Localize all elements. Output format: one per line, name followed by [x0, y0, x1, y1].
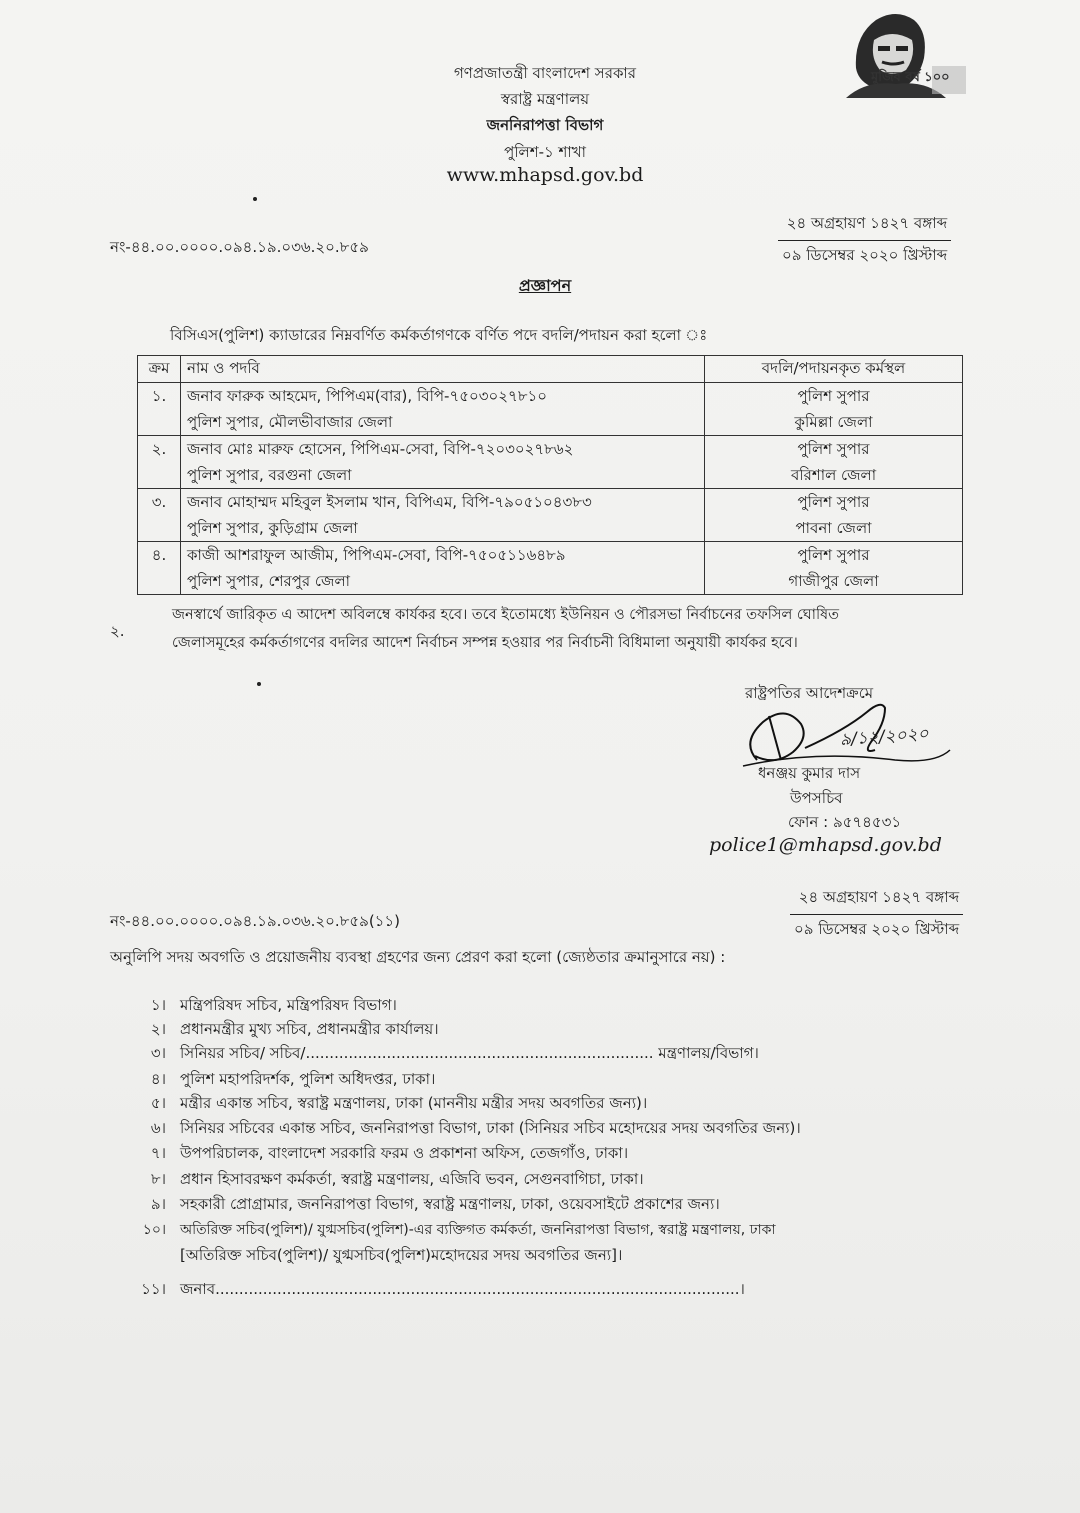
- officer-post: পুলিশ সুপার, শেরপুর জেলা: [187, 572, 350, 590]
- row-serial: ৩.: [138, 489, 181, 542]
- row-place: [705, 436, 963, 489]
- header-ministry: স্বরাষ্ট্র মন্ত্রণালয়: [500, 90, 590, 108]
- table-row: [138, 542, 963, 595]
- list-text: পুলিশ মহাপরিদর্শক, পুলিশ অধিদপ্তর, ঢাকা।: [180, 1070, 436, 1088]
- list-text: প্রধানমন্ত্রীর মুখ্য সচিব, প্রধানমন্ত্রীর কার্যালয়।: [180, 1020, 439, 1038]
- officer-name: কাজী আশরাফুল আজীম, পিপিএম-সেবা, বিপি-৭৫০৫১১৬৪৮৯: [187, 546, 566, 564]
- date-english-2: ০৯ ডিসেম্বর ২০২০ খ্রিস্টাব্দ: [794, 920, 960, 938]
- signatory-name: ধনঞ্জয় কুমার দাস: [758, 764, 861, 782]
- list-number: ১০।: [142, 1222, 166, 1238]
- list-text: মন্ত্রীর একান্ত সচিব, স্বরাষ্ট্র মন্ত্রণালয়, ঢাকা (মাননীয় মন্ত্রীর সদয় অবগতির জন্য)।: [180, 1094, 648, 1112]
- row-officer: [181, 436, 705, 489]
- list-text: সহকারী প্রোগ্রামার, জননিরাপত্তা বিভাগ, স্বরাষ্ট্র মন্ত্রণালয়, ঢাকা, ওয়েবসাইটে প্রকাশের জন্য।: [180, 1195, 720, 1213]
- table-row: [138, 436, 963, 489]
- row-place: [705, 542, 963, 595]
- officer-post: পুলিশ সুপার, মৌলভীবাজার জেলা: [187, 413, 393, 431]
- header-place: বদলি/পদায়নকৃত কর্মস্থল: [705, 356, 963, 383]
- document-subject: প্রজ্ঞাপন: [518, 276, 572, 295]
- speck: [253, 197, 257, 201]
- signature-date: ৯/১২/২০২০: [839, 723, 930, 751]
- place-title: পুলিশ সুপার: [797, 440, 870, 458]
- date-bangla-2: ২৪ অগ্রহায়ণ ১৪২৭ বঙ্গাব্দ: [790, 886, 963, 915]
- logo-text: মুজিব বর্ষ ১০০: [871, 70, 950, 85]
- officer-post: পুলিশ সুপার, কুড়িগ্রাম জেলা: [187, 519, 358, 537]
- row-place: [705, 383, 963, 436]
- transfer-table: [137, 355, 963, 595]
- row-serial: ১.: [138, 383, 181, 436]
- officer-name: জনাব মোঃ মারুফ হোসেন, পিপিএম-সেবা, বিপি-৭২০৩০২৭৮৬২: [187, 440, 574, 458]
- list-number: ৭।: [150, 1144, 166, 1162]
- para2-line1: জনস্বার্থে জারিকৃত এ আদেশ অবিলম্বে কার্যকর হবে। তবে ইতোমধ্যে ইউনিয়ন ও পৌরসভা নির্বাচনের তফসিল ঘোষিত: [172, 607, 839, 623]
- list-number: ২।: [150, 1020, 166, 1038]
- place-title: পুলিশ সুপার: [797, 546, 870, 564]
- list-text: অতিরিক্ত সচিব(পুলিশ)/ যুগ্মসচিব(পুলিশ)-এর ব্যক্তিগত কর্মকর্তা, জননিরাপত্তা বিভাগ, স্বরাষ্ট্র মন্ত্রণালয়, ঢাকা: [180, 1222, 776, 1238]
- order-by-text: রাষ্ট্রপতির আদেশক্রমে: [745, 684, 874, 702]
- signatory-phone: ফোন : ৯৫৭৪৫৩১: [788, 813, 902, 831]
- list-number: ৮।: [150, 1170, 166, 1188]
- header-branch: পুলিশ-১ শাখা: [504, 143, 586, 161]
- header-name: নাম ও পদবি: [181, 356, 705, 383]
- para2-line2: জেলাসমূহের কর্মকর্তাগণের বদলির আদেশ নির্বাচন সম্পন্ন হওয়ার পর নির্বাচনী বিধিমালা অনুযায়ী কার্যকর হবে।: [172, 635, 798, 651]
- row-officer: [181, 489, 705, 542]
- place-district: গাজীপুর জেলা: [788, 572, 879, 590]
- signatory-designation: উপসচিব: [790, 789, 843, 807]
- row-officer: [181, 542, 705, 595]
- header-division: জননিরাপত্তা বিভাগ: [486, 116, 604, 134]
- place-title: পুলিশ সুপার: [797, 387, 870, 405]
- list-text: [অতিরিক্ত সচিব(পুলিশ)/ যুগ্মসচিব(পুলিশ)মহোদয়ের সদয় অবগতির জন্য]।: [180, 1246, 623, 1264]
- place-title: পুলিশ সুপার: [797, 493, 870, 511]
- list-number: ১১।: [141, 1280, 166, 1298]
- table-row: [138, 489, 963, 542]
- list-number: ১।: [150, 996, 166, 1014]
- officer-post: পুলিশ সুপার, বরগুনা জেলা: [187, 466, 352, 484]
- date-block-2: [790, 886, 963, 943]
- para2-number: ২.: [110, 622, 125, 640]
- intro-text: বিসিএস(পুলিশ) ক্যাডারের নিম্নবর্ণিত কর্মকর্তাগণকে বর্ণিত পদে বদলি/পদায়ন করা হলো ঃ: [170, 326, 708, 344]
- row-serial: ২.: [138, 436, 181, 489]
- officer-name: জনাব ফারুক আহমেদ, পিপিএম(বার), বিপি-৭৫০৩০২৭৮১০: [187, 387, 547, 405]
- speck: [257, 682, 261, 686]
- list-number: ৩।: [150, 1044, 166, 1062]
- list-text: উপপরিচালক, বাংলাদেশ সরকারি ফরম ও প্রকাশনা অফিস, তেজগাঁও, ঢাকা।: [180, 1144, 629, 1162]
- date-block-1: [778, 212, 951, 269]
- cc-intro: অনুলিপি সদয় অবগতি ও প্রয়োজনীয় ব্যবস্থা গ্রহণের জন্য প্রেরণ করা হলো (জ্যেষ্ঠতার ক্রমানুসারে নয়) :: [110, 948, 726, 966]
- place-district: পাবনা জেলা: [795, 519, 872, 537]
- row-serial: ৪.: [138, 542, 181, 595]
- place-district: বরিশাল জেলা: [790, 466, 877, 484]
- list-text: প্রধান হিসাবরক্ষণ কর্মকর্তা, স্বরাষ্ট্র মন্ত্রণালয়, এজিবি ভবন, সেগুনবাগিচা, ঢাকা।: [180, 1170, 644, 1188]
- header-serial: ক্রম: [138, 356, 181, 383]
- list-text: সিনিয়র সচিব/ সচিব/......................................................................... মন্ত্রণালয়/বিভাগ।: [180, 1044, 759, 1062]
- list-number: ৫।: [150, 1094, 166, 1112]
- list-text: সিনিয়র সচিবের একান্ত সচিব, জননিরাপত্তা বিভাগ, ঢাকা (সিনিয়র সচিব মহোদয়ের সদয় অবগতির জন্য)।: [180, 1119, 801, 1137]
- date-bangla-1: ২৪ অগ্রহায়ণ ১৪২৭ বঙ্গাব্দ: [778, 212, 951, 241]
- header-government: গণপ্রজাতন্ত্রী বাংলাদেশ সরকার: [453, 64, 637, 82]
- list-number: ৬।: [150, 1119, 166, 1137]
- list-number: ৪।: [150, 1070, 166, 1088]
- place-district: কুমিল্লা জেলা: [794, 413, 873, 431]
- reference-number: নং-৪৪.০০.০০০০.০৯৪.১৯.০৩৬.২০.৮৫৯: [110, 238, 369, 256]
- signatory-email: police1@mhapsd.gov.bd: [709, 834, 942, 856]
- row-place: [705, 489, 963, 542]
- table-header-row: [138, 356, 963, 383]
- reference-number-2: নং-৪৪.০০.০০০০.০৯৪.১৯.০৩৬.২০.৮৫৯(১১): [110, 912, 401, 930]
- list-number: ৯।: [150, 1195, 166, 1213]
- date-english-1: ০৯ ডিসেম্বর ২০২০ খ্রিস্টাব্দ: [782, 246, 948, 264]
- list-text: জনাব..............................................................................................................।: [180, 1280, 745, 1298]
- officer-name: জনাব মোহাম্মদ মহিবুল ইসলাম খান, বিপিএম, বিপি-৭৯০৫১০৪৩৮৩: [187, 493, 592, 511]
- list-text: মন্ত্রিপরিষদ সচিব, মন্ত্রিপরিষদ বিভাগ।: [180, 996, 397, 1014]
- header-website: www.mhapsd.gov.bd: [446, 164, 644, 186]
- table-row: [138, 383, 963, 436]
- row-officer: [181, 383, 705, 436]
